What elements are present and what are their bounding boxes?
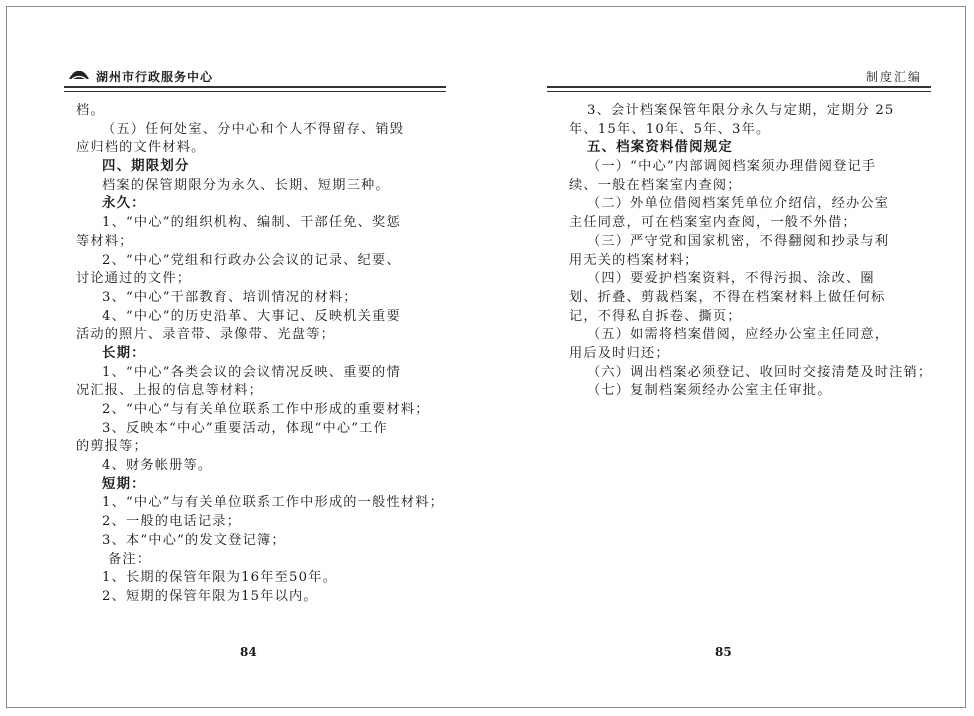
- text-line: 划、折叠、剪裁档案，不得在档案材料上做任何标: [569, 289, 886, 305]
- text-line: 4、“中心”的历史沿革、大事记、反映机关重要: [102, 308, 401, 324]
- section-heading: 四、期限划分: [102, 159, 190, 175]
- text-line: 1、“中心”的组织机构、编制、干部任免、奖惩: [102, 215, 401, 231]
- right-page: [487, 0, 974, 716]
- text-line: （三）严守党和国家机密，不得翻阅和抄录与利: [587, 233, 890, 249]
- text-line: （五）如需将档案借阅，应经办公室主任同意，: [587, 327, 890, 343]
- text-line: 3、本“中心”的发文登记簿；: [102, 532, 286, 548]
- text-line: 备注：: [108, 551, 152, 567]
- text-line: （五）任何处室、分中心和个人不得留存、销毁: [102, 121, 405, 137]
- text-line: 3、会计档案保管年限分永久与定期，定期分 25: [587, 103, 895, 118]
- text-line: 2、一般的电话记录；: [102, 514, 242, 530]
- right-page-number: 85: [715, 645, 732, 659]
- text-line: 应归档的文件材料。: [76, 140, 206, 156]
- text-line: 1、长期的保管年限为16年至50年。: [102, 570, 337, 586]
- text-line: （四）要爱护档案资料，不得污损、涂改、圈: [587, 271, 875, 287]
- text-line: 3、反映本“中心”重要活动，体现“中心”工作: [102, 420, 388, 436]
- text-line: 活动的照片、录音带、录像带、光盘等；: [76, 327, 335, 343]
- left-page-number: 84: [240, 645, 257, 659]
- text-line: 记，不得私自拆卷、撕页；: [569, 308, 742, 324]
- left-header-rule: [64, 86, 446, 92]
- section-heading: 五、档案资料借阅规定: [587, 140, 733, 156]
- left-header-title: 湖州市行政服务中心: [96, 70, 214, 84]
- right-body-text: [561, 102, 933, 401]
- text-line: 1、“中心”各类会议的会议情况反映、重要的情: [102, 364, 401, 380]
- text-line: （二）外单位借阅档案凭单位介绍信，经办公室: [587, 196, 890, 212]
- text-line: 续、一般在档案室内查阅；: [569, 177, 742, 193]
- left-body-text: [76, 102, 444, 607]
- right-header-title: 制度汇编: [865, 70, 922, 84]
- text-line: 主任同意，可在档案室内查阅，一般不外借；: [569, 215, 857, 231]
- section-heading: 短期：: [102, 476, 146, 492]
- text-line: 等材料；: [76, 233, 134, 249]
- text-line: 档。: [76, 103, 105, 118]
- text-line: 的剪报等；: [76, 439, 148, 455]
- text-line: 1、“中心”与有关单位联系工作中形成的一般性材料；: [102, 495, 444, 511]
- text-line: 年、15年、10年、5年、3年。: [569, 121, 771, 137]
- section-heading: 长期：: [102, 345, 146, 361]
- text-line: 2、短期的保管年限为15年以内。: [102, 588, 318, 604]
- logo-icon: [68, 68, 90, 82]
- text-line: （一）“中心”内部调阅档案须办理借阅登记手: [587, 159, 877, 175]
- text-line: （六）调出档案必须登记、收回时交接清楚及时注销；: [587, 364, 933, 380]
- text-line: 2、“中心”与有关单位联系工作中形成的重要材料；: [102, 402, 430, 417]
- text-line: 用后及时归还；: [569, 345, 670, 361]
- text-line: 4、财务帐册等。: [102, 458, 213, 474]
- text-line: 讨论通过的文件；: [76, 271, 192, 287]
- text-line: 2、“中心”党组和行政办公会议的记录、纪要、: [102, 252, 401, 268]
- text-line: 3、“中心”干部教育、培训情况的材料；: [102, 289, 358, 305]
- section-heading: 永久：: [102, 196, 146, 212]
- text-line: 用无关的档案材料；: [569, 252, 699, 268]
- text-line: 况汇报、上报的信息等材料；: [76, 383, 264, 399]
- text-line: （七）复制档案须经办公室主任审批。: [587, 383, 832, 399]
- text-line: 档案的保管期限分为永久、长期、短期三种。: [102, 177, 390, 193]
- right-header-rule: [547, 86, 931, 92]
